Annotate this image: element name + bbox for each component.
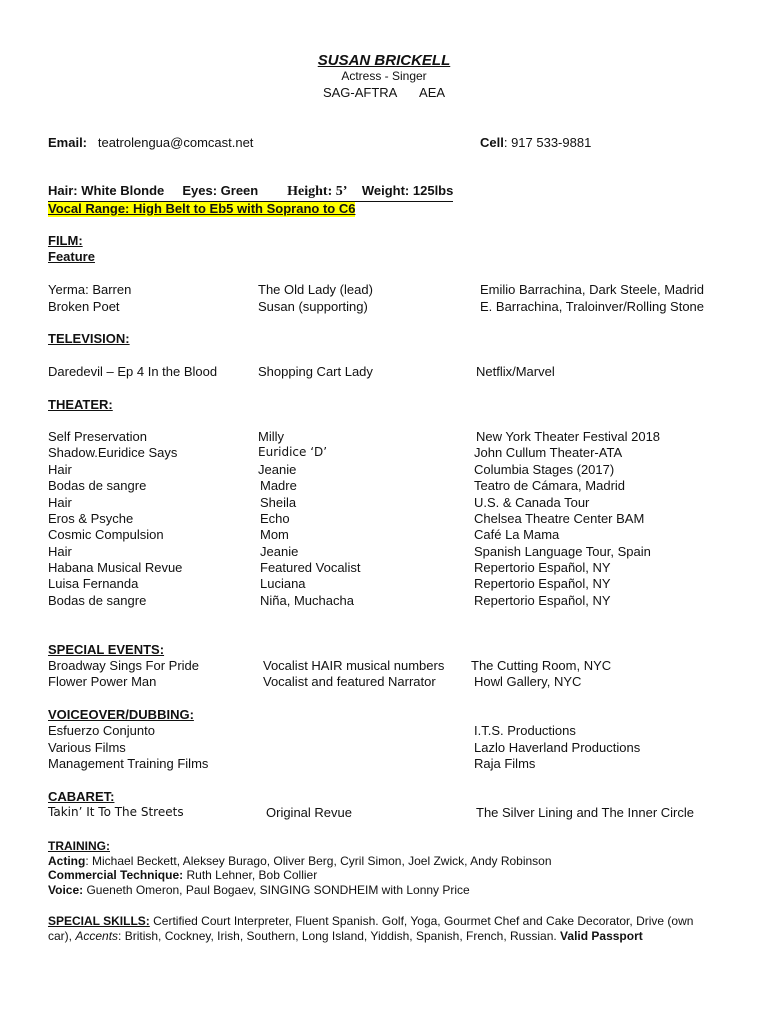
cell-value: : 917 533-9881 [503,135,592,150]
stats-line [48,184,453,202]
film-company: Emilio Barrachina, Dark Steele, Madrid [480,282,704,297]
resume-name: SUSAN BRICKELL [317,52,451,69]
theater-company: Teatro de Cámara, Madrid [474,478,626,493]
training-commercial [48,869,317,883]
tv-role: Shopping Cart Lady [258,364,373,379]
event-venue: The Cutting Room, NYC [471,658,612,673]
resume-unions [0,86,768,101]
union-aea: AEA [419,85,446,100]
theater-company: New York Theater Festival 2018 [476,429,661,444]
weight-stat: Weight: 125lbs [361,183,454,198]
theater-role: Euridice ‘D’ [258,445,328,459]
voiceover-company: Lazlo Haverland Productions [474,740,641,755]
training-voice [48,884,470,898]
passport-note: Valid Passport [560,929,643,943]
event-title: Broadway Sings For Pride [48,658,200,673]
theater-title: Hair [48,495,72,510]
acting-teachers: : Michael Beckett, Aleksey Burago, Oliver Berg, Cyril Simon, Joel Zwick, Andy Robinson [85,854,552,868]
resume-subtitle: Actress - Singer [341,69,427,83]
theater-company: Repertorio Español, NY [474,576,611,591]
film-heading: FILM: [48,233,83,248]
event-title: Flower Power Man [48,674,157,689]
theater-company: Columbia Stages (2017) [474,462,615,477]
theater-title: Luisa Fernanda [48,576,139,591]
special-skills [48,914,720,944]
film-role: The Old Lady (lead) [258,282,373,297]
film-subheading: Feature [48,249,95,264]
theater-company: Café La Mama [474,527,560,542]
height-stat: Height: 5’ [287,184,348,199]
theater-title: Cosmic Compulsion [48,527,164,542]
film-title: Broken Poet [48,299,120,314]
theater-title: Habana Musical Revue [48,560,183,575]
film-role: Susan (supporting) [258,299,368,314]
theater-title: Hair [48,462,72,477]
union-sag-aftra: SAG-AFTRA [322,85,398,100]
theater-company: Chelsea Theatre Center BAM [474,511,645,526]
theater-company: Repertorio Español, NY [474,560,611,575]
cabaret-venue: The Silver Lining and The Inner Circle [476,805,694,820]
theater-company: Spanish Language Tour, Spain [474,544,651,559]
theater-role: Mom [260,527,289,542]
theater-title: Eros & Psyche [48,511,134,526]
cabaret-role: Original Revue [266,805,352,820]
theater-heading: THEATER: [48,397,113,412]
theater-role: Luciana [260,576,306,591]
theater-title: Self Preservation [48,429,147,444]
commercial-teachers: Ruth Lehner, Bob Collier [183,868,318,882]
special-skills-heading: SPECIAL SKILLS: [48,914,150,928]
theater-role: Niña, Muchacha [260,593,354,608]
email-line [48,136,253,151]
theater-title: Hair [48,544,72,559]
commercial-label: Commercial Technique: [48,868,184,882]
training-acting [48,855,552,869]
theater-title: Bodas de sangre [48,593,147,608]
theater-role: Jeanie [258,462,297,477]
voiceover-company: Raja Films [474,756,536,771]
event-role: Vocalist HAIR musical numbers [263,658,445,673]
theater-role: Featured Vocalist [260,560,361,575]
acting-label: Acting [48,854,86,868]
theater-company: Repertorio Español, NY [474,593,611,608]
skills-text-1: Certified Court Interpreter [149,914,289,928]
cell-line [480,136,591,151]
voice-label: Voice: [48,883,84,897]
hair-stat: Hair: White Blonde [48,183,165,198]
theater-company: John Cullum Theater-ATA [474,445,623,460]
special-events-heading: SPECIAL EVENTS: [48,642,165,657]
cabaret-heading: CABARET: [48,789,115,804]
cell-label: Cell [480,135,504,150]
accents-label: Accents [75,929,119,943]
event-role: Vocalist and featured Narrator [263,674,436,689]
eyes-stat: Eyes: Green [182,183,259,198]
email-label: Email: [48,135,88,150]
theater-role: Echo [260,511,290,526]
cabaret-title: Takin’ It To The Streets [48,805,184,819]
television-heading: TELEVISION: [48,331,130,346]
event-venue: Howl Gallery, NYC [474,674,582,689]
theater-title: Shadow.Euridice Says [48,445,178,460]
tv-company: Netflix/Marvel [476,364,555,379]
theater-role: Sheila [260,495,297,510]
voiceover-title: Management Training Films [48,756,209,771]
voice-teachers: Gueneth Omeron, Paul Bogaev, SINGING SONDHEIM with Lonny Price [83,883,470,897]
skills-text-2: , Fluent Spanish. Golf, Yoga, Gourmet Chef and Cake Decorator, Drive (own car), [48,914,694,943]
tv-title: Daredevil – Ep 4 In the Blood [48,364,218,379]
vocal-range: Vocal Range: High Belt to Eb5 with Soprano to C6 [48,201,356,216]
email-value: teatrolengua@comcast.net [97,135,254,150]
voiceover-title: Esfuerzo Conjunto [48,723,155,738]
theater-role: Milly [258,429,284,444]
training-heading: TRAINING: [48,839,110,853]
skills-text-3: : British, Cockney, Irish, Southern, Long Island, Yiddish, Spanish, French, Russian. [118,929,561,943]
theater-role: Madre [260,478,297,493]
theater-role: Jeanie [260,544,299,559]
film-title: Yerma: Barren [48,282,132,297]
film-company: E. Barrachina, Traloinver/Rolling Stone [480,299,705,314]
voiceover-company: I.T.S. Productions [474,723,576,738]
voiceover-title: Various Films [48,740,126,755]
voiceover-heading: VOICEOVER/DUBBING: [48,707,194,722]
theater-title: Bodas de sangre [48,478,147,493]
theater-company: U.S. & Canada Tour [474,495,590,510]
